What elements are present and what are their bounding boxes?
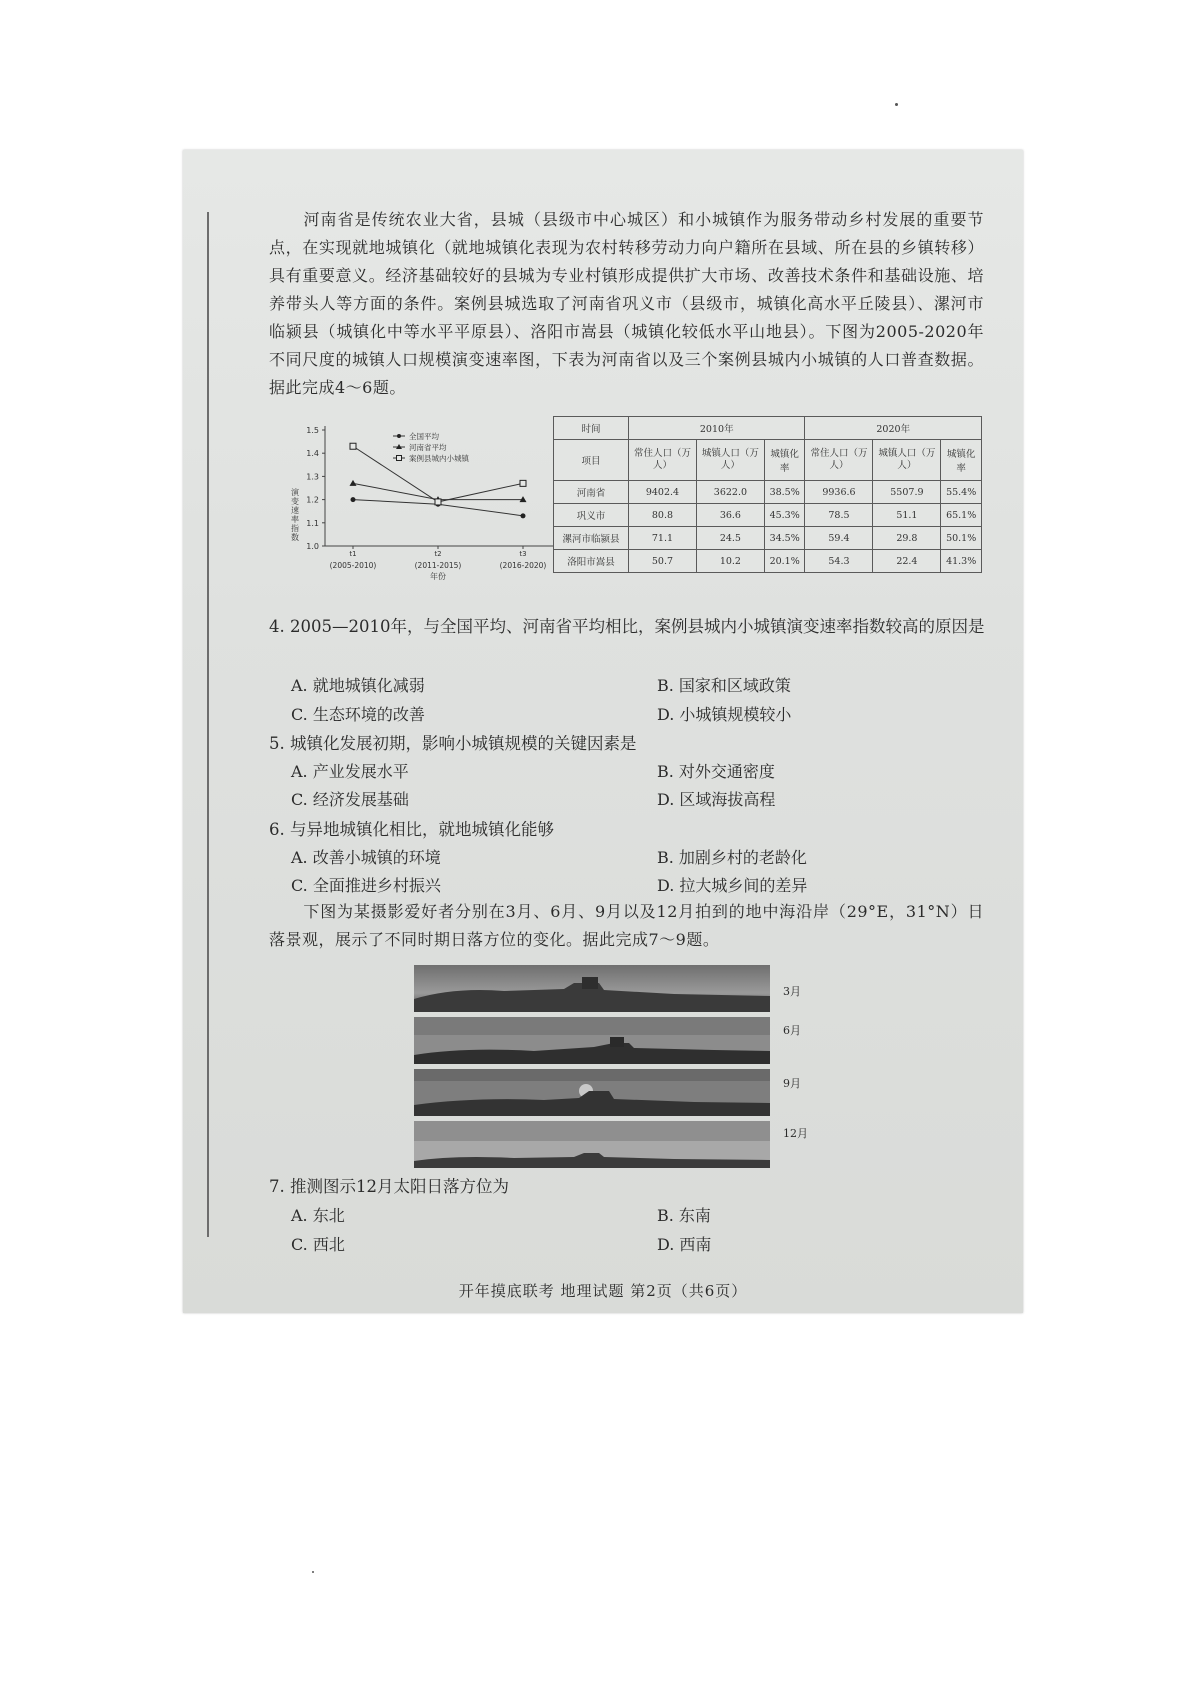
table-cell: 9402.4 (629, 481, 697, 504)
option-c: C. 经济发展基础 (291, 790, 409, 809)
y-tick-label: 1.1 (306, 518, 319, 528)
intro-passage-2: 下图为某摄影爱好者分别在3月、6月、9月以及12月拍到的地中海沿岸（29°E，31°N）日落景观，展示了不同时期日落方位的变化。据此完成7～9题。 (269, 902, 984, 949)
table-cell: 38.5% (764, 481, 805, 504)
y-tick-label: 1.3 (306, 472, 319, 482)
table-row-label: 漯河市临颍县 (554, 527, 629, 550)
data-point (435, 499, 441, 505)
margin-line (207, 212, 209, 1237)
option-b: B. 加剧乡村的老龄化 (657, 848, 807, 867)
x-axis-label: 年份 (430, 572, 446, 581)
table-cell: 80.8 (629, 504, 697, 527)
exam-page (183, 150, 1023, 1313)
table-header-year-2010: 2010年 (629, 417, 805, 440)
table-cell: 45.3% (764, 504, 805, 527)
option-c: C. 西北 (291, 1235, 345, 1254)
table-row (554, 527, 982, 550)
rate-chart-svg (283, 418, 598, 583)
data-point (351, 497, 356, 502)
rate-chart (283, 418, 598, 583)
option-d: D. 小城镇规模较小 (657, 705, 792, 724)
table-header-time: 时间 (554, 417, 629, 440)
table-row (554, 504, 982, 527)
table-cell: 50.1% (941, 527, 982, 550)
x-tick-mark-label: t1 (349, 550, 357, 558)
table-col-header: 城镇人口（万人） (696, 440, 764, 481)
option-a: A. 东北 (291, 1206, 345, 1225)
census-table (553, 416, 982, 573)
table-cell: 3622.0 (696, 481, 764, 504)
table-cell: 34.5% (764, 527, 805, 550)
table-cell: 50.7 (629, 550, 697, 573)
month-label-december: 12月 (783, 1127, 808, 1140)
table-cell: 24.5 (696, 527, 764, 550)
legend-marker (397, 456, 402, 461)
table-cell: 78.5 (805, 504, 873, 527)
option-d: D. 拉大城乡间的差异 (657, 876, 808, 895)
photo-march (414, 965, 770, 1012)
option-b: B. 国家和区域政策 (657, 676, 791, 695)
photo-december (414, 1121, 770, 1168)
table-cell: 54.3 (805, 550, 873, 573)
y-tick-label: 1.2 (306, 495, 319, 505)
table-col-header: 常住人口（万人） (629, 440, 697, 481)
x-tick-mark-label: t2 (434, 550, 442, 558)
table-cell: 55.4% (941, 481, 982, 504)
data-point (350, 443, 356, 449)
legend-marker (397, 434, 401, 438)
option-a: A. 产业发展水平 (291, 762, 409, 781)
table-cell: 51.1 (873, 504, 941, 527)
question-7: 7. 推测图示12月太阳日落方位为 (269, 1177, 509, 1196)
y-tick-label: 1.5 (306, 426, 319, 435)
x-tick-label: (2005-2010) (329, 561, 377, 570)
table-cell: 20.1% (764, 550, 805, 573)
sunset-photos (414, 965, 770, 1173)
legend-label: 河南省平均 (409, 443, 447, 452)
speck-mark (895, 103, 898, 106)
option-b: B. 对外交通密度 (657, 762, 775, 781)
page-footer: 开年摸底联考 地理试题 第2页（共6页） (458, 1282, 748, 1300)
option-a: A. 改善小城镇的环境 (291, 848, 441, 867)
table-row-label: 巩义市 (554, 504, 629, 527)
month-label-june: 6月 (783, 1024, 801, 1037)
legend-label: 案例县城内小城镇 (409, 454, 469, 463)
table-row (554, 550, 982, 573)
table-cell: 22.4 (873, 550, 941, 573)
x-tick-label: (2016-2020) (499, 561, 547, 570)
table-cell: 5507.9 (873, 481, 941, 504)
table-col-header: 城镇化率 (764, 440, 805, 481)
option-d: D. 西南 (657, 1235, 712, 1254)
x-tick-label: (2011-2015) (414, 561, 462, 570)
table-row-label: 洛阳市嵩县 (554, 550, 629, 573)
y-axis-label: 演变速率指数 (290, 488, 300, 542)
speck-mark (312, 1571, 314, 1573)
table-col-header: 城镇化率 (941, 440, 982, 481)
table-col-header: 常住人口（万人） (805, 440, 873, 481)
month-label-september: 9月 (783, 1077, 801, 1090)
table-header-item: 项目 (554, 440, 629, 481)
legend-label: 全国平均 (409, 432, 439, 441)
question-6: 6. 与异地城镇化相比，就地城镇化能够 (269, 820, 554, 839)
photo-june (414, 1017, 770, 1064)
data-point (520, 480, 526, 486)
table-cell: 36.6 (696, 504, 764, 527)
table-cell: 41.3% (941, 550, 982, 573)
question-5: 5. 城镇化发展初期，影响小城镇规模的关键因素是 (269, 734, 637, 753)
table-row (554, 481, 982, 504)
table-cell: 71.1 (629, 527, 697, 550)
y-tick-label: 1.0 (306, 542, 319, 551)
table-col-header: 城镇人口（万人） (873, 440, 941, 481)
table-row-label: 河南省 (554, 481, 629, 504)
option-c: C. 生态环境的改善 (291, 705, 425, 724)
intro-passage: 河南省是传统农业大省，县城（县级市中心城区）和小城镇作为服务带动乡村发展的重要节点，在实现就地城镇化（就地城镇化表现为农村转移劳动力向户籍所在县域、所在县的乡镇转移）具有重要意义。经济基础较好的县城为专业村镇形成提供扩大市场、改善技术条件和基础设施、培养带头人等方面的条件。案例县城选取了河南省巩义市（县级市，城镇化高水平丘陵县）、漯河市临颍县（城镇化中等水平平原县）、洛阳市嵩县（城镇化较低水平山地县）。下图为2005-2020年不同尺度的城镇人口规模演变速率图，下表为河南省以及三个案例县城内小城镇的人口普查数据。据此完成4～6题。 (269, 210, 984, 397)
data-point (521, 513, 526, 518)
x-tick-mark-label: t3 (519, 550, 527, 558)
photo-september (414, 1069, 770, 1116)
option-d: D. 区域海拔高程 (657, 790, 776, 809)
y-tick-label: 1.4 (306, 449, 319, 459)
table-cell: 59.4 (805, 527, 873, 550)
option-a: A. 就地城镇化减弱 (291, 676, 425, 695)
question-4: 4. 2005—2010年，与全国平均、河南省平均相比，案例县城内小城镇演变速率指数较高的原因是 (269, 617, 985, 636)
option-c: C. 全面推进乡村振兴 (291, 876, 441, 895)
table-cell: 65.1% (941, 504, 982, 527)
table-header-year-2020: 2020年 (805, 417, 982, 440)
data-point (350, 480, 357, 486)
month-label-march: 3月 (783, 985, 801, 998)
option-b: B. 东南 (657, 1206, 711, 1225)
table-cell: 9936.6 (805, 481, 873, 504)
table-cell: 29.8 (873, 527, 941, 550)
table-cell: 10.2 (696, 550, 764, 573)
